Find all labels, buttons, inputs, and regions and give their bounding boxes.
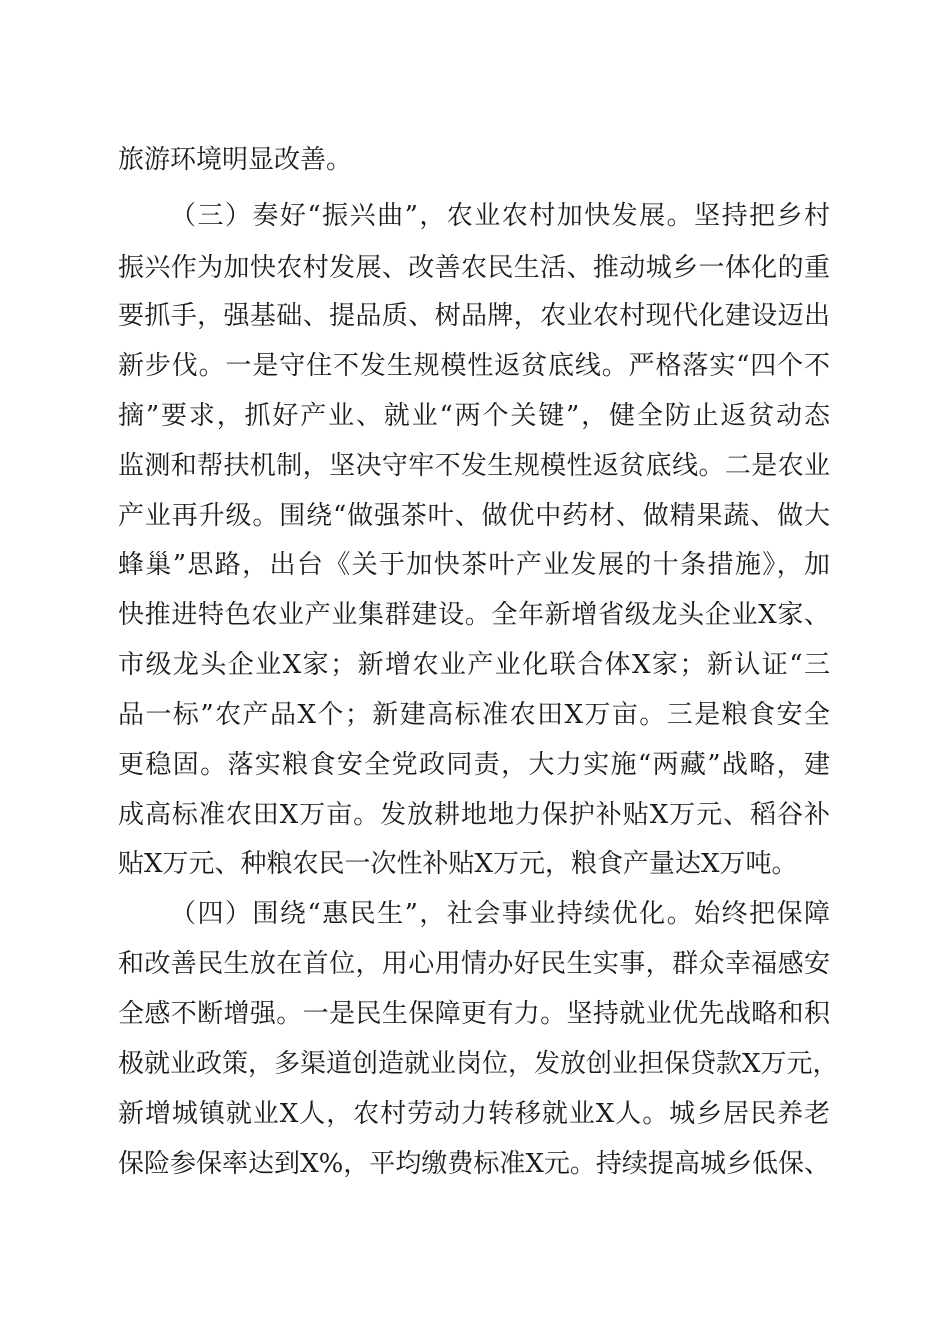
text-line-9: 蜂巢”思路，出台《关于加快茶叶产业发展的十条措施》，加 xyxy=(118,550,830,580)
text-line-19: 极就业政策，多渠道创造就业岗位，发放创业担保贷款X万元， xyxy=(118,1049,839,1079)
text-line-13: 更稳固。落实粮食安全党政同责，大力实施“两藏”战略，建 xyxy=(118,750,830,780)
text-line-1: 旅游环境明显改善。 xyxy=(118,145,353,175)
text-line-8: 产业再升级。围绕“做强茶叶、做优中药材、做精果蔬、做大 xyxy=(118,501,830,531)
text-line-14: 成高标准农田X万亩。发放耕地地力保护补贴X万元、稻谷补 xyxy=(118,800,830,830)
text-line-18: 全感不断增强。一是民生保障更有力。坚持就业优先战略和积 xyxy=(118,999,830,1029)
text-line-4: 要抓手，强基础、提品质、树品牌，农业农村现代化建设迈出 xyxy=(118,301,830,331)
text-line-2: （三）奏好“振兴曲”，农业农村加快发展。坚持把乡村 xyxy=(170,201,830,231)
text-line-15: 贴X万元、种粮农民一次性补贴X万元，粮食产量达X万吨。 xyxy=(118,849,798,879)
text-line-6: 摘”要求，抓好产业、就业“两个关键”，健全防止返贫动态 xyxy=(118,401,830,431)
text-line-16: （四）围绕“惠民生”，社会事业持续优化。始终把保障 xyxy=(170,899,830,929)
text-line-7: 监测和帮扶机制，坚决守牢不发生规模性返贫底线。二是农业 xyxy=(118,451,830,481)
text-line-11: 市级龙头企业X家；新增农业产业化联合体X家；新认证“三 xyxy=(118,650,830,680)
text-line-17: 和改善民生放在首位，用心用情办好民生实事，群众幸福感安 xyxy=(118,949,830,979)
text-line-21: 保险参保率达到X%，平均缴费标准X元。持续提高城乡低保、 xyxy=(118,1149,830,1179)
text-line-10: 快推进特色农业产业集群建设。全年新增省级龙头企业X家、 xyxy=(118,600,830,630)
text-line-12: 品一标”农产品X个；新建高标准农田X万亩。三是粮食安全 xyxy=(118,700,830,730)
text-line-5: 新步伐。一是守住不发生规模性返贫底线。严格落实“四个不 xyxy=(118,351,830,381)
text-line-20: 新增城镇就业X人，农村劳动力转移就业X人。城乡居民养老 xyxy=(118,1099,830,1129)
text-line-3: 振兴作为加快农村发展、改善农民生活、推动城乡一体化的重 xyxy=(118,253,830,283)
